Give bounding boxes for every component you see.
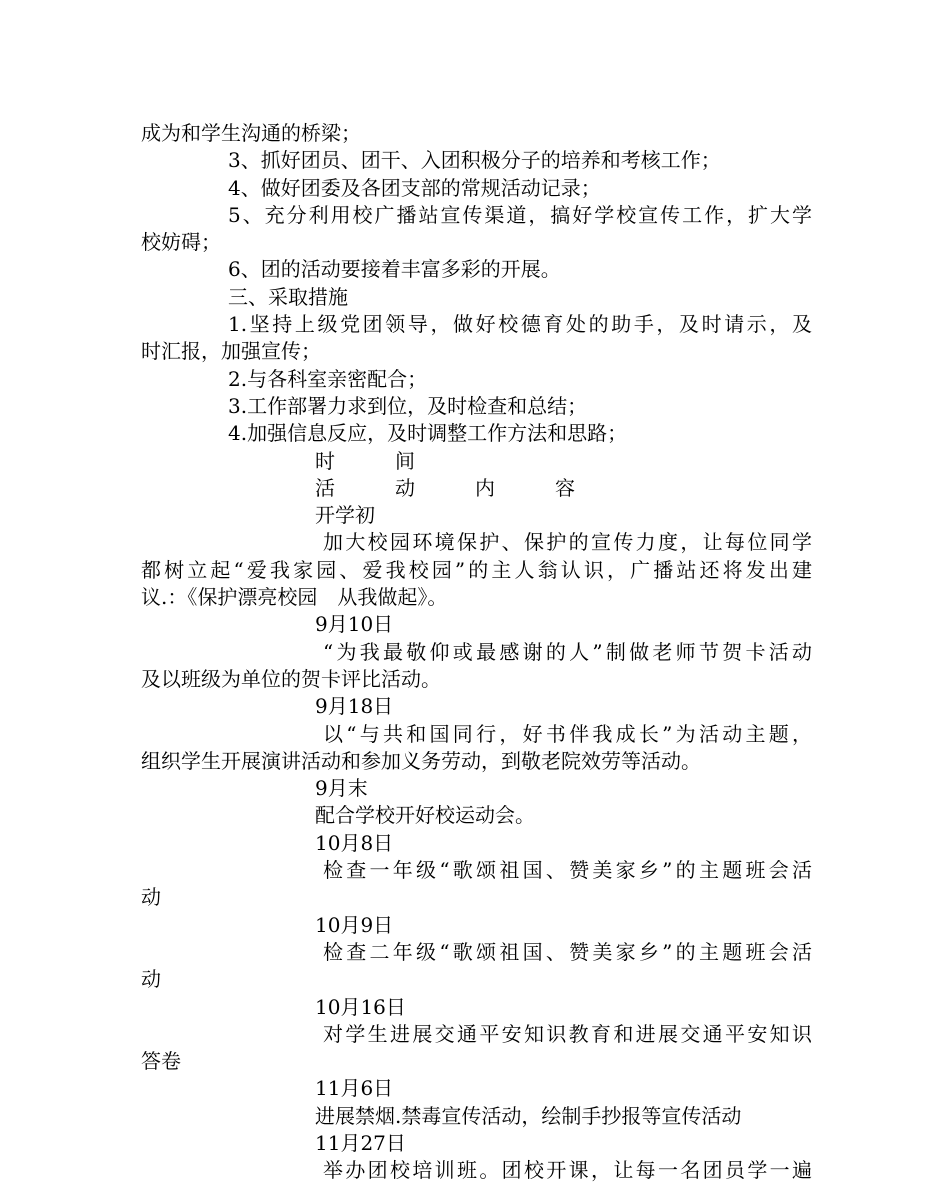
table-header-time: 时 间 (315, 448, 415, 473)
schedule-activity: 答卷 (141, 1049, 181, 1074)
text-line: 6、团的活动要接着丰富多彩的开展。 (228, 257, 561, 282)
section-heading: 三、采取措施 (228, 284, 348, 309)
schedule-activity: 加大校园环境保护、保护的宣传力度，让每位同学 (323, 530, 812, 555)
schedule-activity: 都树立起“爱我家园、爱我校园”的主人翁认识，广播站还将发出建 (141, 557, 812, 582)
schedule-activity: 动 (141, 885, 161, 910)
text-line: 3、抓好团员、团干、入团积极分子的培养和考核工作； (228, 148, 721, 173)
schedule-date: 9月10日 (315, 612, 394, 637)
schedule-date: 11月6日 (315, 1076, 394, 1101)
schedule-activity: 进展禁烟.禁毒宣传活动，绘制手抄报等宣传活动 (315, 1103, 742, 1128)
schedule-date: 9月末 (315, 776, 368, 801)
schedule-date: 11月27日 (315, 1130, 406, 1155)
schedule-activity: 检查二年级“歌颂祖国、赞美家乡”的主题班会活 (323, 939, 812, 964)
schedule-activity: “为我最敬仰或最感谢的人”制做老师节贺卡活动 (323, 639, 812, 664)
table-header-content: 活 动 内 容 (315, 475, 575, 500)
schedule-date: 10月9日 (315, 912, 394, 937)
schedule-activity: 举办团校培训班。团校开课，让每一名团员学一遍 (323, 1158, 812, 1183)
schedule-activity: 检查一年级“歌颂祖国、赞美家乡”的主题班会活 (323, 858, 812, 883)
text-line: 时汇报，加强宣传； (141, 339, 321, 364)
text-line: 5、充分利用校广播站宣传渠道，搞好学校宣传工作，扩大学 (228, 202, 812, 227)
schedule-activity: 动 (141, 967, 161, 992)
schedule-date: 10月8日 (315, 830, 394, 855)
text-line: 4.加强信息反应，及时调整工作方法和思路； (228, 421, 628, 446)
schedule-activity: 配合学校开好校运动会。 (315, 803, 535, 828)
schedule-activity: 组织学生开展演讲活动和参加义务劳动，到敬老院效劳等活动。 (141, 748, 701, 773)
schedule-activity: 及以班级为单位的贺卡评比活动。 (141, 666, 441, 691)
schedule-activity: 以“与共和国同行，好书伴我成长”为活动主题， (323, 721, 812, 746)
schedule-date: 10月16日 (315, 994, 406, 1019)
document-body (141, 120, 812, 1185)
text-line: 成为和学生沟通的桥梁； (141, 121, 361, 145)
schedule-date: 9月18日 (315, 694, 394, 719)
schedule-activity: 对学生进展交通平安知识教育和进展交通平安知识 (323, 1021, 812, 1046)
text-line: 校妨碍； (141, 230, 221, 255)
text-line: 1.坚持上级党团领导，做好校德育处的助手，及时请示，及 (228, 312, 812, 337)
schedule-activity: 议.：《保护漂亮校园 从我做起》。 (141, 585, 448, 610)
schedule-date: 开学初 (315, 503, 375, 528)
text-line: 4、做好团委及各团支部的常规活动记录； (228, 175, 601, 200)
text-line: 3.工作部署力求到位，及时检查和总结； (228, 393, 588, 418)
text-line: 2.与各科室亲密配合； (228, 366, 428, 391)
